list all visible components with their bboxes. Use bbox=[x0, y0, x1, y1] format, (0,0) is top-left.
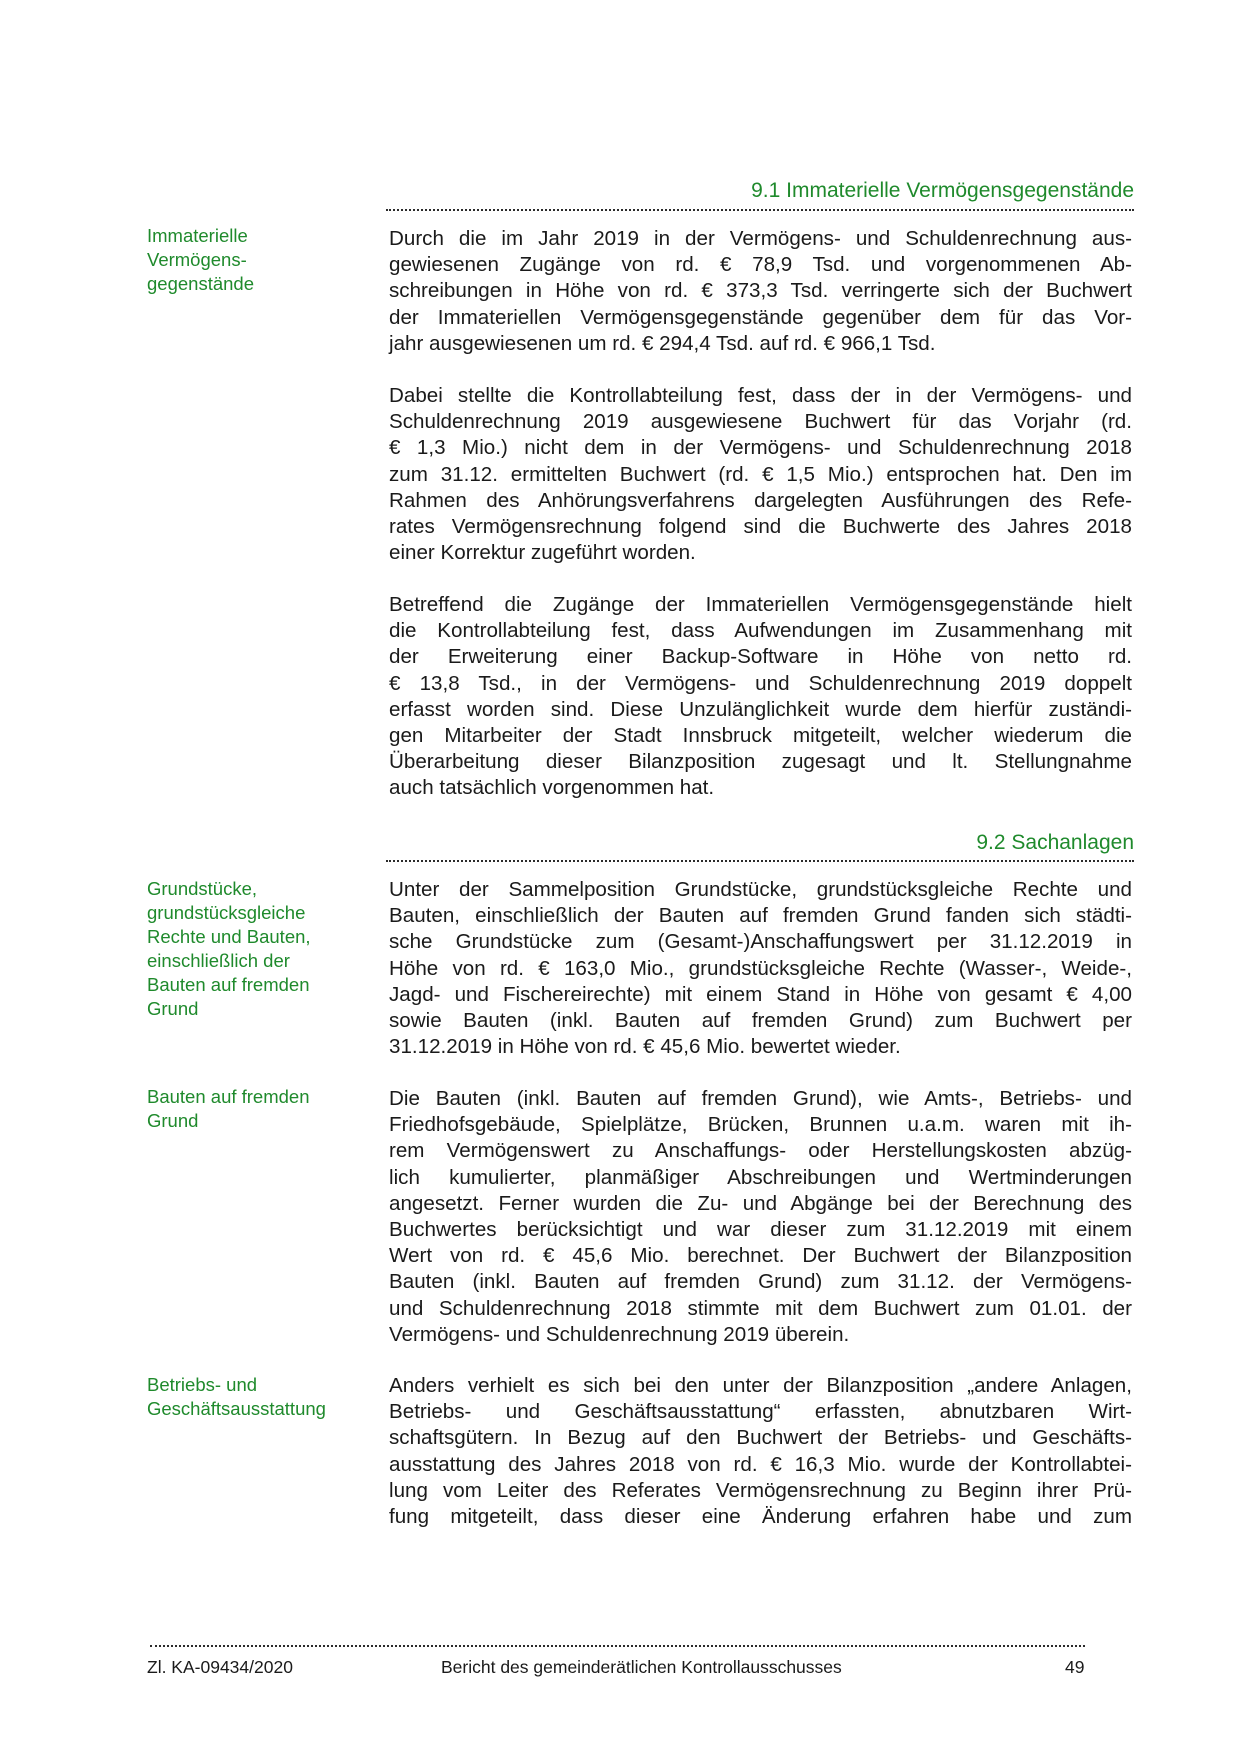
text-line: zum 31.12. ermittelten Buchwert (rd. € 1,5 Mio.) entsprochen hat. Den im bbox=[389, 462, 1132, 486]
page-number: 49 bbox=[1065, 1657, 1085, 1677]
text-line: jahr ausgewiesenen um rd. € 294,4 Tsd. auf rd. € 966,1 Tsd. bbox=[389, 331, 936, 355]
text-line: sche Grundstücke zum (Gesamt-)Anschaffungswert per 31.12.2019 in bbox=[389, 930, 1132, 954]
margin-note-grundstuecke bbox=[147, 877, 367, 1021]
text-line: Buchwertes berücksichtigt und war dieser zum 31.12.2019 mit einem bbox=[389, 1217, 1132, 1241]
body-paragraph bbox=[389, 1086, 1132, 1348]
text-line: erfasst worden sind. Diese Unzulänglichkeit wurde dem hierfür zuständi- bbox=[389, 697, 1132, 721]
text-line: lung vom Leiter des Referates Vermögensrechnung zu Beginn ihrer Prü- bbox=[389, 1478, 1132, 1502]
margin-note-line: einschließlich der bbox=[147, 950, 290, 971]
body-paragraph bbox=[389, 877, 1132, 1060]
margin-note-bauten bbox=[147, 1085, 367, 1133]
margin-note-line: Bauten auf fremden bbox=[147, 974, 310, 995]
footer-divider bbox=[150, 1645, 1085, 1647]
text-line: Rahmen des Anhörungsverfahrens dargelegten Ausführungen des Refe- bbox=[389, 488, 1132, 512]
text-line: 31.12.2019 in Höhe von rd. € 45,6 Mio. bewertet wieder. bbox=[389, 1035, 901, 1059]
text-line: angesetzt. Ferner wurden die Zu- und Abgänge bei der Berechnung des bbox=[389, 1191, 1132, 1215]
section-divider bbox=[386, 209, 1134, 211]
text-line: rem Vermögenswert zu Anschaffungs- oder Herstellungskosten abzüg- bbox=[389, 1139, 1132, 1163]
text-line: sowie Bauten (inkl. Bauten auf fremden Grund) zum Buchwert per bbox=[389, 1008, 1132, 1032]
text-line: Unter der Sammelposition Grundstücke, grundstücksgleiche Rechte und bbox=[389, 878, 1132, 901]
margin-note-immaterielle bbox=[147, 224, 367, 296]
text-line: Überarbeitung dieser Bilanzposition zugesagt und lt. Stellungnahme bbox=[389, 750, 1132, 774]
text-line: gewiesenen Zugänge von rd. € 78,9 Tsd. und vorgenommenen Ab- bbox=[389, 253, 1132, 277]
text-line: einer Korrektur zugeführt worden. bbox=[389, 541, 696, 565]
margin-note-line: Bauten auf fremden bbox=[147, 1086, 310, 1107]
footer-document-number: Zl. KA-09434/2020 bbox=[147, 1657, 293, 1677]
section-heading-9-1: 9.1 Immaterielle Vermögensgegenstände bbox=[751, 179, 1134, 202]
margin-note-line: Grundstücke, bbox=[147, 878, 258, 899]
text-line: Friedhofsgebäude, Spielplätze, Brücken, Brunnen u.a.m. waren mit ih- bbox=[389, 1113, 1132, 1137]
text-line: Dabei stellte die Kontrollabteilung fest, dass der in der Vermögens- und bbox=[389, 384, 1132, 407]
margin-note-line: Vermögens- bbox=[147, 249, 247, 270]
text-line: Bauten, einschließlich der Bauten auf fremden Grund fanden sich städti- bbox=[389, 904, 1132, 928]
body-paragraph bbox=[389, 592, 1132, 802]
text-line: Durch die im Jahr 2019 in der Vermögens- und Schuldenrechnung aus- bbox=[389, 227, 1132, 250]
text-line: ausstattung des Jahres 2018 von rd. € 16,3 Mio. wurde der Kontrollabtei- bbox=[389, 1452, 1132, 1476]
margin-note-line: Rechte und Bauten, bbox=[147, 926, 311, 947]
text-line: Vermögens- und Schuldenrechnung 2019 überein. bbox=[389, 1322, 850, 1346]
text-line: Höhe von rd. € 163,0 Mio., grundstücksgleiche Rechte (Wasser-, Weide-, bbox=[389, 956, 1132, 980]
section-divider bbox=[386, 860, 1134, 862]
margin-note-line: gegenstände bbox=[147, 273, 254, 294]
text-line: die Kontrollabteilung fest, dass Aufwendungen im Zusammenhang mit bbox=[389, 619, 1132, 643]
text-line: € 1,3 Mio.) nicht dem in der Vermögens- und Schuldenrechnung 2018 bbox=[389, 436, 1132, 460]
text-line: der Erweiterung einer Backup-Software in Höhe von netto rd. bbox=[389, 645, 1132, 669]
text-line: der Immateriellen Vermögensgegenstände gegenüber dem für das Vor- bbox=[389, 305, 1132, 329]
text-line: auch tatsächlich vorgenommen hat. bbox=[389, 776, 715, 800]
margin-note-line: Immaterielle bbox=[147, 225, 248, 246]
text-line: gen Mitarbeiter der Stadt Innsbruck mitgeteilt, welcher wiederum die bbox=[389, 723, 1132, 747]
section-heading-9-2: 9.2 Sachanlagen bbox=[976, 831, 1134, 854]
margin-note-line: Grund bbox=[147, 1110, 199, 1131]
text-line: € 13,8 Tsd., in der Vermögens- und Schuldenrechnung 2019 doppelt bbox=[389, 671, 1132, 695]
text-line: Betriebs- und Geschäftsausstattung“ erfassten, abnutzbaren Wirt- bbox=[389, 1400, 1132, 1424]
text-line: Betreffend die Zugänge der Immateriellen Vermögensgegenstände hielt bbox=[389, 593, 1132, 616]
body-paragraph bbox=[389, 1373, 1132, 1530]
text-line: rates Vermögensrechnung folgend sind die Buchwerte des Jahres 2018 bbox=[389, 514, 1132, 538]
text-line: und Schuldenrechnung 2018 stimmte mit dem Buchwert zum 01.01. der bbox=[389, 1296, 1132, 1320]
margin-note-line: grundstücksgleiche bbox=[147, 902, 306, 923]
text-line: Jagd- und Fischereirechte) mit einem Stand in Höhe von gesamt € 4,00 bbox=[389, 982, 1132, 1006]
margin-note-line: Grund bbox=[147, 998, 199, 1019]
body-paragraph bbox=[389, 383, 1132, 566]
text-line: Bauten (inkl. Bauten auf fremden Grund) zum 31.12. der Vermögens- bbox=[389, 1270, 1132, 1294]
margin-note-line: Geschäftsausstattung bbox=[147, 1398, 326, 1419]
footer-report-title: Bericht des gemeinderätlichen Kontrollausschusses bbox=[441, 1657, 842, 1677]
margin-note-betriebs bbox=[147, 1373, 367, 1421]
text-line: Die Bauten (inkl. Bauten auf fremden Grund), wie Amts-, Betriebs- und bbox=[389, 1087, 1132, 1110]
text-line: schaftsgütern. In Bezug auf den Buchwert der Betriebs- und Geschäfts- bbox=[389, 1426, 1132, 1450]
text-line: Schuldenrechnung 2019 ausgewiesene Buchwert für das Vorjahr (rd. bbox=[389, 410, 1132, 434]
text-line: Anders verhielt es sich bei den unter der Bilanzposition „andere Anlagen, bbox=[389, 1374, 1132, 1397]
text-line: Wert von rd. € 45,6 Mio. berechnet. Der Buchwert der Bilanzposition bbox=[389, 1244, 1132, 1268]
text-line: lich kumulierter, planmäßiger Abschreibungen und Wertminderungen bbox=[389, 1165, 1132, 1189]
text-line: fung mitgeteilt, dass dieser eine Änderung erfahren habe und zum bbox=[389, 1504, 1132, 1528]
text-line: schreibungen in Höhe von rd. € 373,3 Tsd. verringerte sich der Buchwert bbox=[389, 279, 1132, 303]
margin-note-line: Betriebs- und bbox=[147, 1374, 258, 1395]
body-paragraph bbox=[389, 226, 1132, 357]
